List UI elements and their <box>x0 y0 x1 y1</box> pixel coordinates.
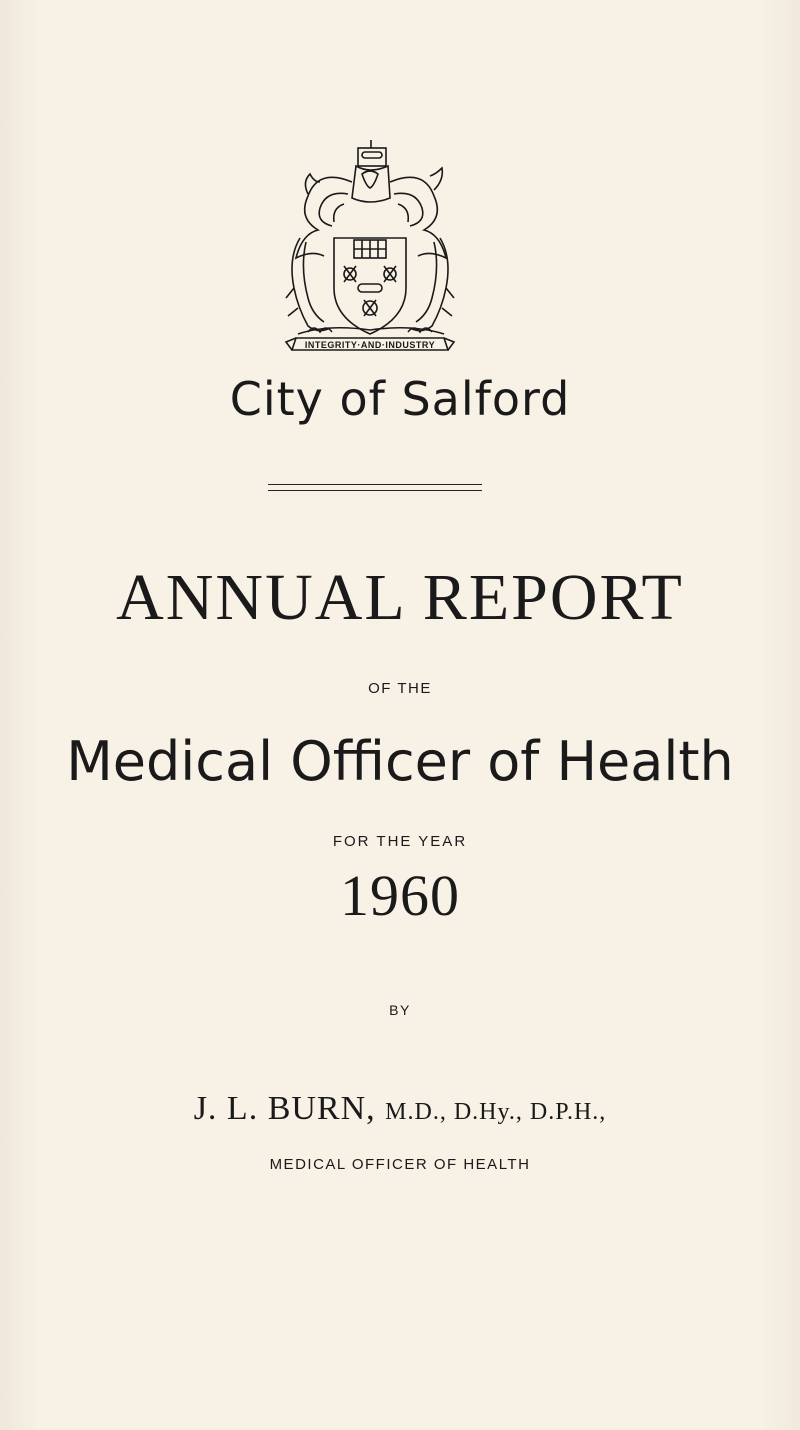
motto-text: INTEGRITY·AND·INDUSTRY <box>304 340 436 350</box>
city-name: City of Salford <box>229 372 571 426</box>
divider-rule <box>268 484 482 485</box>
author-name: J. L. BURN, <box>193 1090 376 1127</box>
report-title: ANNUAL REPORT <box>116 561 684 634</box>
by-label: BY <box>389 1002 411 1018</box>
author-qualifications: M.D., D.Hy., D.P.H., <box>385 1099 607 1125</box>
author-title: MEDICAL OFFICER OF HEALTH <box>269 1156 531 1173</box>
report-year: 1960 <box>340 863 460 928</box>
coat-of-arms-icon <box>278 138 462 362</box>
divider-rule <box>268 490 482 491</box>
of-the-label: OF THE <box>368 680 432 697</box>
report-subject: Medical Officer of Health <box>66 730 734 793</box>
for-the-year-label: FOR THE YEAR <box>332 833 468 850</box>
author-line <box>0 1090 800 1128</box>
